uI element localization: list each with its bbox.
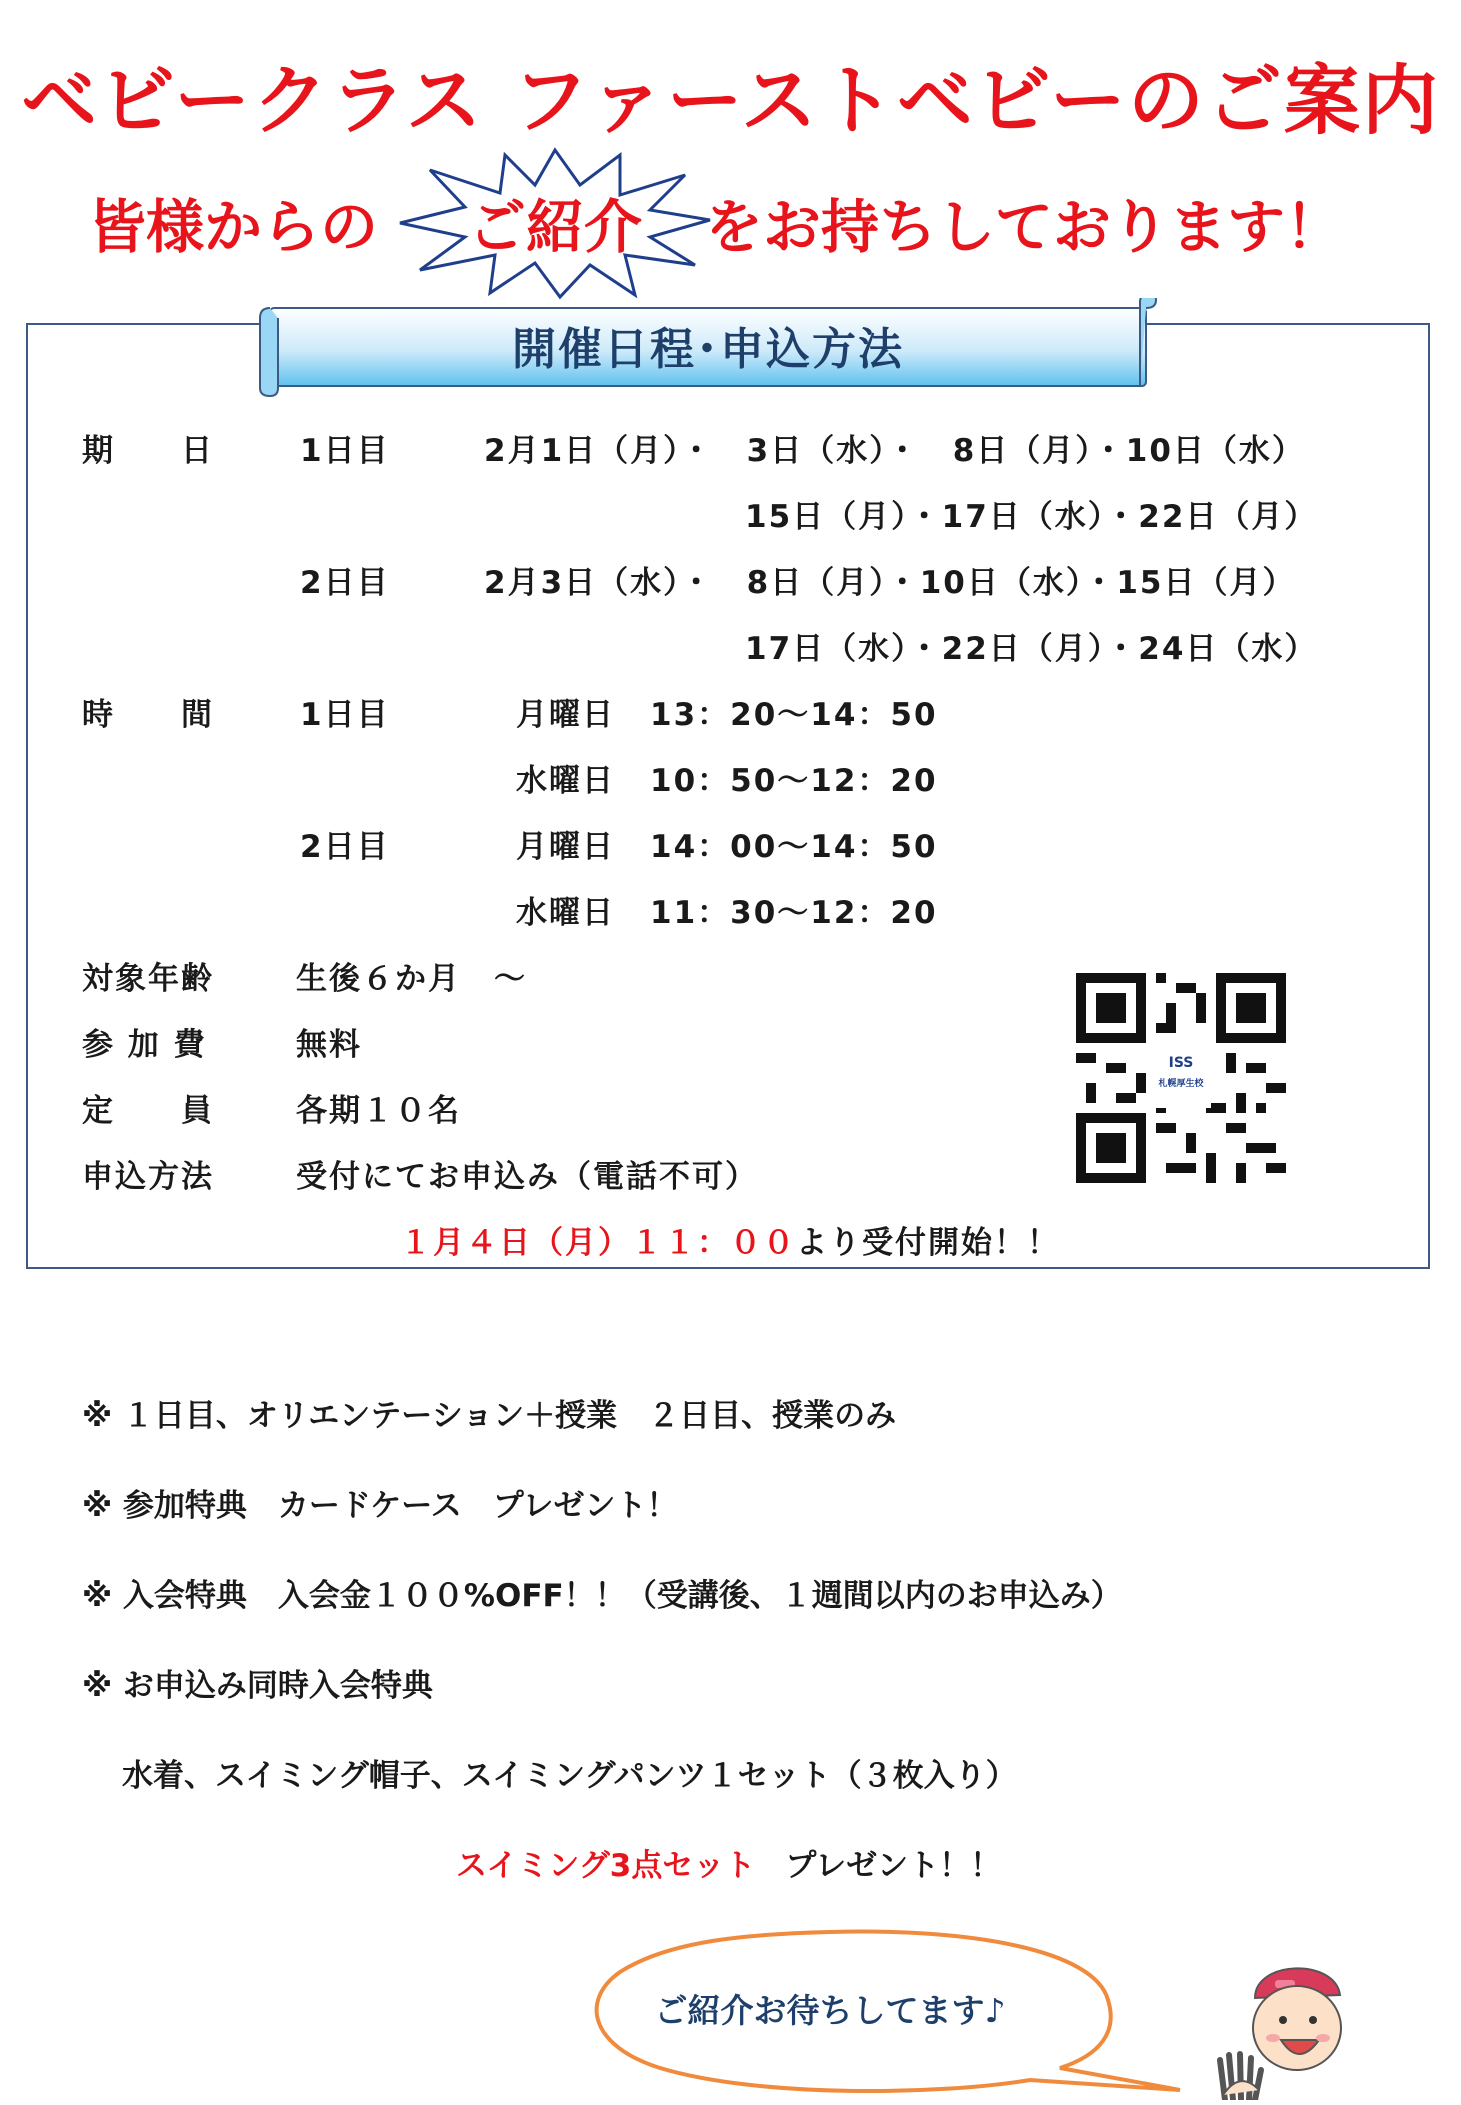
time-mon-label-2: 月曜日 <box>516 829 615 865</box>
day2-dates-line1: 2月3日（水）・ 8日（月）・10日（水）・15日（月） <box>484 565 1296 601</box>
page-title: ベビークラス ファーストベビーのご案内 <box>21 56 1440 145</box>
day2-dates-line2: 17日（水）・22日（月）・24日（水） <box>745 631 1318 667</box>
present-label: プレゼント！！ <box>785 1848 1002 1884</box>
jikan-label: 時 間 <box>82 697 214 733</box>
note-3: ※ 入会特典 入会金１００%OFF！！（受講後、１週間以内のお申込み） <box>82 1578 1122 1614</box>
swimming-set-label: スイミング3点セット <box>456 1848 756 1884</box>
time-mon-day2: 14：00～14：50 <box>650 829 938 865</box>
start-suffix: より受付開始！！ <box>796 1225 1060 1261</box>
note-6 <box>456 1840 1001 1885</box>
banner-title: 開催日程･申込方法 <box>512 324 904 375</box>
start-line <box>400 1217 1060 1262</box>
qr-caption: 札幌厚生校 <box>1158 1079 1204 1089</box>
note-2: ※ 参加特典 カードケース プレゼント！ <box>82 1488 678 1524</box>
day1-dates-line1: 2月1日（月）・ 3日（水）・ 8日（月）・10日（水） <box>484 433 1305 469</box>
note-4: ※ お申込み同時入会特典 <box>82 1668 433 1704</box>
time-day2-label: 2日目 <box>300 829 390 865</box>
apply-label: 申込方法 <box>82 1159 214 1195</box>
start-date: １月４日（月）１１：００ <box>400 1225 796 1261</box>
day2-label: 2日目 <box>300 565 390 601</box>
subtitle-right: をお持ちしております！ <box>705 193 1344 261</box>
capacity-label: 定 員 <box>82 1093 214 1129</box>
note-1: ※ １日目、オリエンテーション＋授業 ２日目、授業のみ <box>82 1398 897 1434</box>
time-day1-label: 1日目 <box>300 697 390 733</box>
age-value: 生後６か月 ～ <box>296 961 527 997</box>
day1-label: 1日目 <box>300 433 390 469</box>
kijitsu-label: 期 日 <box>82 433 214 469</box>
time-wed-label: 水曜日 <box>516 763 615 799</box>
time-wed-label-2: 水曜日 <box>516 895 615 931</box>
time-mon-label: 月曜日 <box>516 697 615 733</box>
time-wed-day2: 11：30～12：20 <box>650 895 938 931</box>
subtitle-left: 皆様からの <box>88 193 379 261</box>
day1-dates-line2: 15日（月）・17日（水）・22日（月） <box>745 499 1318 535</box>
qr-logo: ISS <box>1168 1055 1194 1071</box>
apply-value: 受付にてお申込み（電話不可） <box>296 1159 758 1195</box>
character-icon <box>1215 1950 1355 2100</box>
fee-label: 参 加 費 <box>82 1027 207 1063</box>
fee-value: 無料 <box>296 1027 362 1063</box>
capacity-value: 各期１０名 <box>296 1093 461 1129</box>
note-5: 水着、スイミング帽子、スイミングパンツ１セット（３枚入り） <box>122 1758 1017 1794</box>
time-mon-day1: 13：20～14：50 <box>650 697 938 733</box>
subtitle-burst-text: ご紹介 <box>467 193 642 261</box>
age-label: 対象年齢 <box>82 961 214 997</box>
time-wed-day1: 10：50～12：20 <box>650 763 938 799</box>
bubble-text: ご紹介お待ちしてます♪ <box>654 1991 1006 2030</box>
